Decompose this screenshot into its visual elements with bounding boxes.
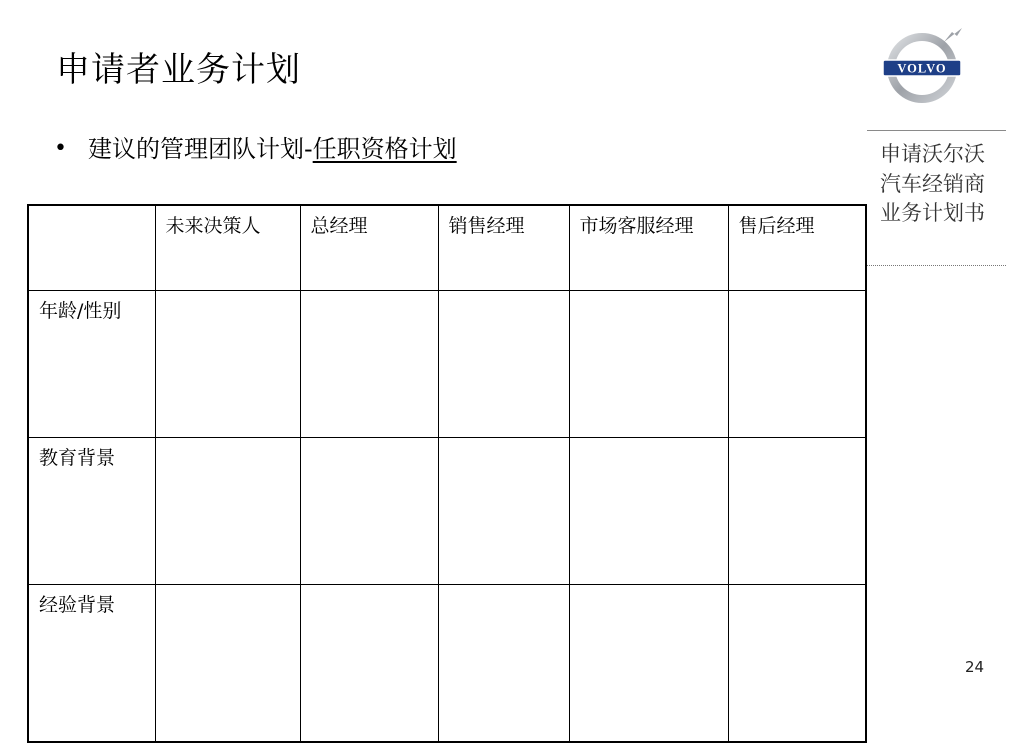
row-header: 教育背景: [28, 438, 155, 585]
table-cell[interactable]: [569, 291, 728, 438]
sidebar-divider-bottom: [867, 265, 1006, 266]
table-cell[interactable]: [155, 291, 300, 438]
table-row: [28, 291, 866, 438]
page-number: 24: [965, 658, 985, 676]
bullet-text-prefix: 建议的管理团队计划-: [88, 135, 313, 163]
table-cell[interactable]: [438, 438, 569, 585]
table-cell[interactable]: [300, 585, 438, 743]
logo-wordmark: VOLVO: [897, 61, 947, 76]
table-row: [28, 585, 866, 743]
page-title: 申请者业务计划: [56, 50, 301, 90]
table-corner-cell: [28, 205, 155, 291]
table-cell[interactable]: [155, 438, 300, 585]
column-header: 销售经理: [438, 205, 569, 291]
bullet-dot-icon: •: [54, 136, 67, 161]
sidebar-divider-top: [867, 130, 1006, 131]
table-cell[interactable]: [728, 585, 866, 743]
row-header: 年龄/性别: [28, 291, 155, 438]
bullet-item: [54, 132, 457, 166]
table-cell[interactable]: [438, 585, 569, 743]
table-cell[interactable]: [300, 291, 438, 438]
table-cell[interactable]: [300, 438, 438, 585]
table-header-row: [28, 205, 866, 291]
column-header: 市场客服经理: [569, 205, 728, 291]
column-header: 未来决策人: [155, 205, 300, 291]
volvo-logo-icon: [882, 24, 966, 108]
sidebar-caption: 申请沃尔沃汽车经销商业务计划书: [880, 142, 985, 225]
table-cell[interactable]: [569, 438, 728, 585]
row-header: 经验背景: [28, 585, 155, 743]
column-header: 售后经理: [728, 205, 866, 291]
table-cell[interactable]: [569, 585, 728, 743]
qualification-plan-table: [27, 204, 867, 743]
column-header: 总经理: [300, 205, 438, 291]
bullet-text-underlined: 任职资格计划: [312, 135, 457, 163]
table-row: [28, 438, 866, 585]
table-cell[interactable]: [728, 291, 866, 438]
table-cell[interactable]: [155, 585, 300, 743]
table-cell[interactable]: [728, 438, 866, 585]
table-cell[interactable]: [438, 291, 569, 438]
